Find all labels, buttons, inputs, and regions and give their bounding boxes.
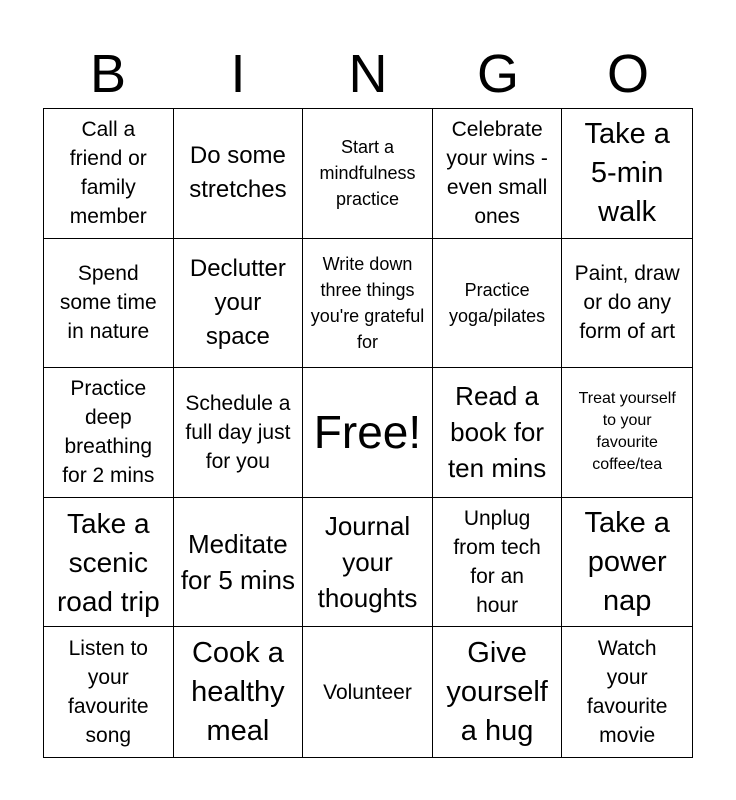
cell-text: Free! — [313, 406, 422, 459]
header-letter-g: G — [476, 44, 519, 104]
bingo-cell[interactable] — [44, 498, 174, 628]
cell-text: Take a power nap — [584, 506, 670, 617]
cell-text: Treat yourself to your favourite coffee/tea — [578, 390, 676, 474]
cell-text: Volunteer — [323, 680, 412, 704]
bingo-cell[interactable] — [562, 239, 692, 369]
bingo-cell[interactable] — [44, 627, 174, 757]
header-letter-n: N — [348, 44, 388, 104]
cell-text: Listen to your favourite song — [68, 637, 149, 748]
header-letter-i: I — [230, 44, 246, 104]
cell-text: Practice yoga/pilates — [449, 279, 546, 326]
bingo-cell[interactable] — [562, 627, 692, 757]
cell-text: Spend some time in nature — [59, 262, 157, 344]
bingo-cell[interactable] — [303, 498, 433, 628]
cell-text: Celebrate your wins - even small ones — [446, 118, 548, 229]
cell-text: Take a scenic road trip — [56, 507, 160, 617]
bingo-cell[interactable] — [174, 368, 304, 498]
cell-text: Start a mindfulness practice — [319, 137, 416, 210]
cell-text: Give yourself a hug — [446, 636, 548, 747]
bingo-cell[interactable] — [44, 239, 174, 369]
header-letter-b: B — [89, 44, 127, 104]
cell-text: Cook a healthy meal — [191, 636, 285, 747]
bingo-cell[interactable] — [562, 368, 692, 498]
bingo-header — [43, 40, 693, 108]
cell-text: Meditate for 5 mins — [180, 529, 295, 596]
header-letter-o: O — [606, 44, 649, 104]
cell-text: Unplug from tech for an hour — [453, 507, 541, 618]
cell-text: Schedule a full day just for you — [185, 391, 291, 473]
bingo-cell[interactable] — [433, 627, 563, 757]
bingo-cell[interactable] — [562, 109, 692, 239]
bingo-cell[interactable] — [303, 627, 433, 757]
cell-text: Journal your thoughts — [317, 511, 418, 614]
bingo-cell[interactable] — [433, 239, 563, 369]
cell-text: Do some stretches — [189, 142, 287, 204]
bingo-cell[interactable] — [174, 239, 304, 369]
bingo-cell[interactable] — [562, 498, 692, 628]
bingo-cell[interactable] — [44, 109, 174, 239]
bingo-cell[interactable] — [174, 498, 304, 628]
bingo-cell[interactable] — [174, 627, 304, 757]
bingo-cell[interactable] — [44, 368, 174, 498]
cell-text: Paint, draw or do any form of art — [574, 262, 680, 344]
bingo-cell[interactable] — [433, 109, 563, 239]
bingo-cell[interactable] — [174, 109, 304, 239]
cell-text: Read a book for ten mins — [447, 381, 547, 484]
bingo-cell free-cell[interactable] — [303, 368, 433, 498]
cell-text: Watch your favourite movie — [586, 637, 668, 748]
cell-text: Write down three things you're grateful for — [310, 253, 425, 352]
bingo-cell[interactable] — [433, 498, 563, 628]
bingo-board — [43, 108, 693, 758]
cell-text: Call a friend or family member — [69, 118, 147, 229]
bingo-cell[interactable] — [303, 109, 433, 239]
cell-text: Practice deep breathing for 2 mins — [62, 377, 155, 488]
cell-text: Take a 5-min walk — [584, 117, 670, 228]
bingo-cell[interactable] — [433, 368, 563, 498]
cell-text: Declutter your space — [189, 254, 286, 350]
bingo-cell[interactable] — [303, 239, 433, 369]
